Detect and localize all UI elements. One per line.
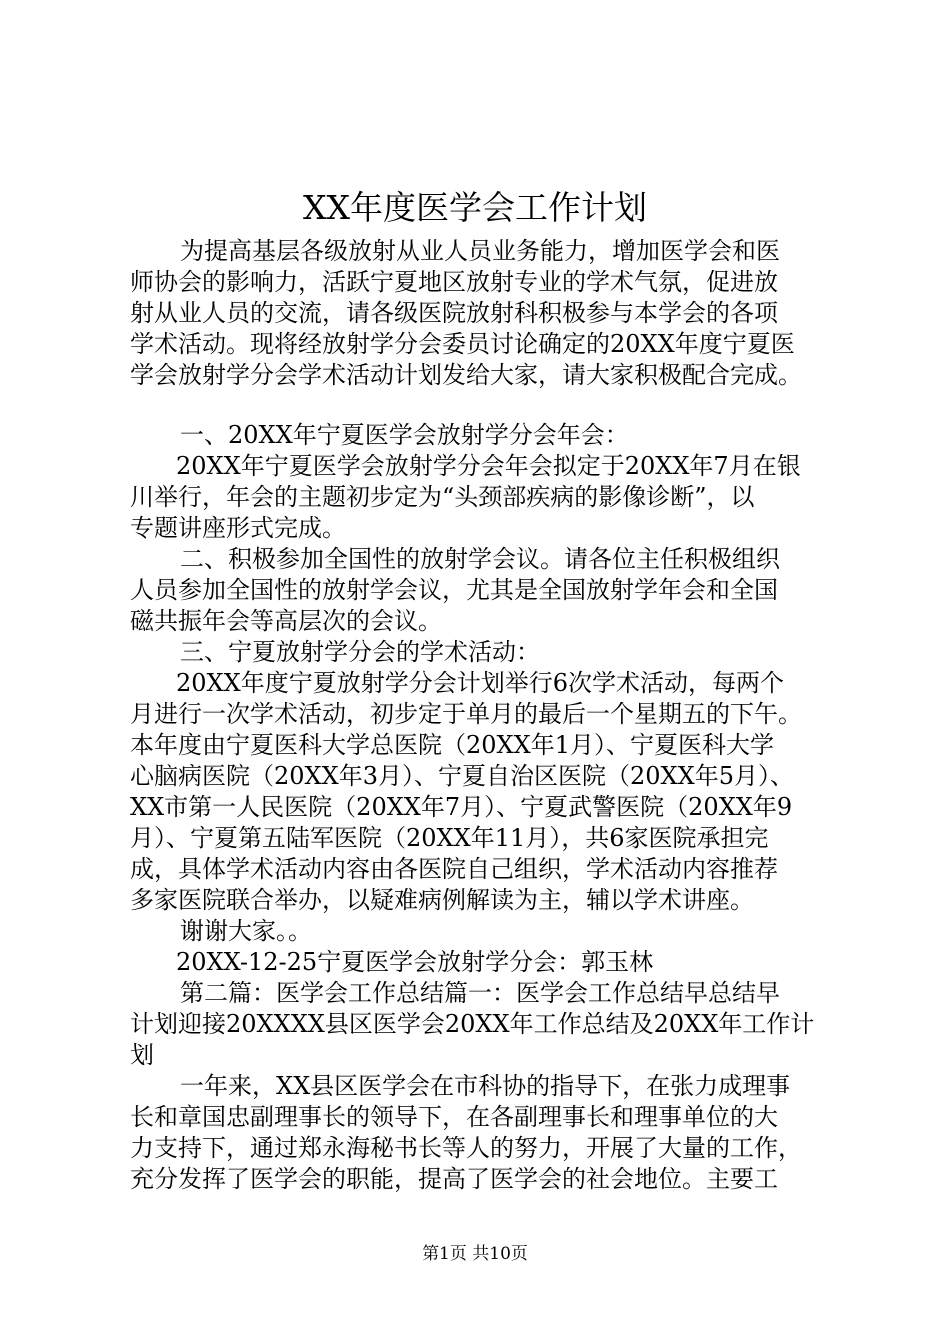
text-line: 充分发挥了医学会的职能，提高了医学会的社会地位。主要工 xyxy=(130,1165,778,1193)
text-line: 心脑病医院（20XX年3月）、宁夏自治区医院（20XX年5月）、 xyxy=(130,762,794,790)
text-line: XX市第一人民医院（20XX年7月）、宁夏武警医院（20XX年9 xyxy=(130,793,793,821)
text-line: 师协会的影响力，活跃宁夏地区放射专业的学术气氛，促进放 xyxy=(130,268,778,296)
text-line: 一年来，XX县区医学会在市科协的指导下，在张力成理事 xyxy=(180,1072,791,1100)
document-body xyxy=(130,236,830,1195)
text-line: 谢谢大家。。 xyxy=(180,917,312,945)
text-line: 成，具体学术活动内容由各医院自己组织，学术活动内容推荐 xyxy=(130,855,778,883)
text-line: 第二篇：医学会工作总结篇一：医学会工作总结早总结早 xyxy=(180,979,780,1007)
text-line: 三、宁夏放射学分会的学术活动： xyxy=(180,638,540,666)
paragraph-gap xyxy=(130,391,830,420)
text-line: 二、积极参加全国性的放射学会议。请各位主任积极组织 xyxy=(180,545,780,573)
text-line: 射从业人员的交流，请各级医院放射科积极参与本学会的各项 xyxy=(130,299,778,327)
text-line: 月）、宁夏第五陆军医院（20XX年11月），共6家医院承担完 xyxy=(130,824,769,852)
text-line: 学会放射学分会学术活动计划发给大家，请大家积极配合完成。 xyxy=(130,361,802,389)
text-line: 20XX年度宁夏放射学分会计划举行6次学术活动，每两个 xyxy=(176,669,784,697)
text-line: 为提高基层各级放射从业人员业务能力，增加医学会和医 xyxy=(180,237,780,265)
text-line: 川举行，年会的主题初步定为“头颈部疾病的影像诊断”，以 xyxy=(130,483,755,511)
text-line: 月进行一次学术活动，初步定于单月的最后一个星期五的下午。 xyxy=(130,700,802,728)
text-line: 多家医院联合举办，以疑难病例解读为主，辅以学术讲座。 xyxy=(130,886,754,914)
page-footer: 第1页 共10页 xyxy=(422,1244,528,1264)
text-line: 划 xyxy=(130,1041,154,1069)
text-line: 力支持下，通过郑永海秘书长等人的努力，开展了大量的工作， xyxy=(130,1134,802,1162)
text-line: 磁共振年会等高层次的会议。 xyxy=(130,607,442,635)
text-line: 本年度由宁夏医科大学总医院（20XX年1月）、宁夏医科大学 xyxy=(130,731,774,759)
text-line: 长和章国忠副理事长的领导下，在各副理事长和理事单位的大 xyxy=(130,1103,778,1131)
text-line: 人员参加全国性的放射学会议，尤其是全国放射学年会和全国 xyxy=(130,576,778,604)
text-line: 20XX年宁夏医学会放射学分会年会拟定于20XX年7月在银 xyxy=(176,452,801,480)
text-line: 专题讲座形式完成。 xyxy=(130,514,346,542)
text-line: 一、20XX年宁夏医学会放射学分会年会： xyxy=(180,421,629,449)
text-line: 20XX-12-25宁夏医学会放射学分会：郭玉林 xyxy=(176,948,654,976)
text-line: 计划迎接20XXXX县区医学会20XX年工作总结及20XX年工作计 xyxy=(130,1010,815,1038)
document-title: XX年度医学会工作计划 xyxy=(303,188,647,227)
text-line: 学术活动。现将经放射学分会委员讨论确定的20XX年度宁夏医 xyxy=(130,330,795,358)
